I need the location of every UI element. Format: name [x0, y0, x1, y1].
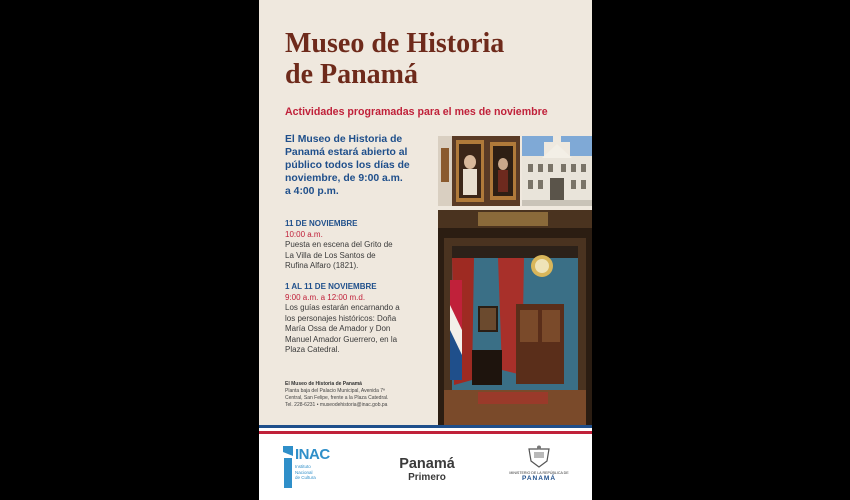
flag-stripes: [259, 425, 592, 437]
museum-contact-info: [285, 381, 445, 409]
inac-wordmark: INAC: [295, 446, 330, 463]
event-date: 1 AL 11 DE NOVIEMBRE: [285, 282, 377, 291]
inac-subtitle: [295, 464, 316, 481]
event-description-line: los personajes históricos: Doña: [285, 313, 397, 323]
opening-hours-text: [285, 133, 441, 198]
contact-line: Planta baja del Palacio Municipal, Avenida 7ª: [285, 388, 385, 394]
museum-name: El Museo de Historia de Panamá: [285, 381, 362, 387]
government-seal-logo: [503, 445, 575, 495]
inac-subtitle-line: de Cultura: [295, 475, 316, 480]
event-description-line: María Ossa de Amador y Don: [285, 324, 391, 333]
inac-subtitle-line: Instituto: [295, 464, 311, 469]
sponsor-logos: [259, 437, 592, 500]
event-time: 10:00 a.m.: [285, 229, 323, 239]
government-country-name: PANAMÁ: [521, 475, 557, 482]
panama-primero-logo: [387, 457, 467, 484]
event-poster: [259, 0, 592, 500]
coat-of-arms-icon: [526, 445, 552, 469]
event-description-line: Rufina Alfaro (1821).: [285, 261, 359, 270]
intro-line: noviembre, de 9:00 a.m.: [285, 173, 403, 184]
poster-title: [285, 28, 585, 90]
event-date: 11 DE NOVIEMBRE: [285, 219, 358, 228]
panama-primero-word-2: Primero: [408, 472, 446, 483]
contact-line: Tel. 228-6231 • museodehistoria@inac.gob.pa: [285, 402, 388, 408]
inac-logo: [281, 444, 341, 494]
event-time: 9:00 a.m. a 12:00 m.d.: [285, 292, 366, 302]
intro-line: a 4:00 p.m.: [285, 186, 339, 197]
inac-mark-icon: [281, 446, 295, 490]
title-line-1: Museo de Historia: [285, 28, 505, 59]
event-description-line: Plaza Catedral.: [285, 345, 340, 354]
event-description-line: Los guías estarán encarnando a: [285, 303, 400, 312]
contact-line: Central, San Felipe, frente a la Plaza Catedral.: [285, 395, 389, 401]
museum-paintings-photo: [438, 136, 520, 206]
intro-line: Panamá estará abierto al: [285, 147, 408, 158]
event-block-1: [285, 219, 445, 272]
intro-line: El Museo de Historia de: [285, 134, 403, 145]
poster-subtitle: Actividades programadas para el mes de noviembre: [285, 106, 548, 118]
inac-subtitle-line: Nacional: [295, 469, 313, 475]
event-description-line: Puesta en escena del Grito de: [285, 240, 393, 249]
historic-room-photo: [438, 210, 592, 425]
event-description-line: Manuel Amador Guerrero, en la: [285, 334, 398, 344]
intro-line: público todos los días de: [285, 160, 410, 171]
event-description-line: La Villa de Los Santos de: [285, 250, 376, 260]
title-line-2: de Panamá: [285, 59, 418, 90]
palacio-municipal-photo: [522, 136, 592, 206]
event-block-2: [285, 282, 445, 356]
government-ministry-line: MINISTERIO DE LA REPÚBLICA DE: [509, 471, 569, 475]
panama-primero-word-1: Panamá: [399, 456, 455, 472]
